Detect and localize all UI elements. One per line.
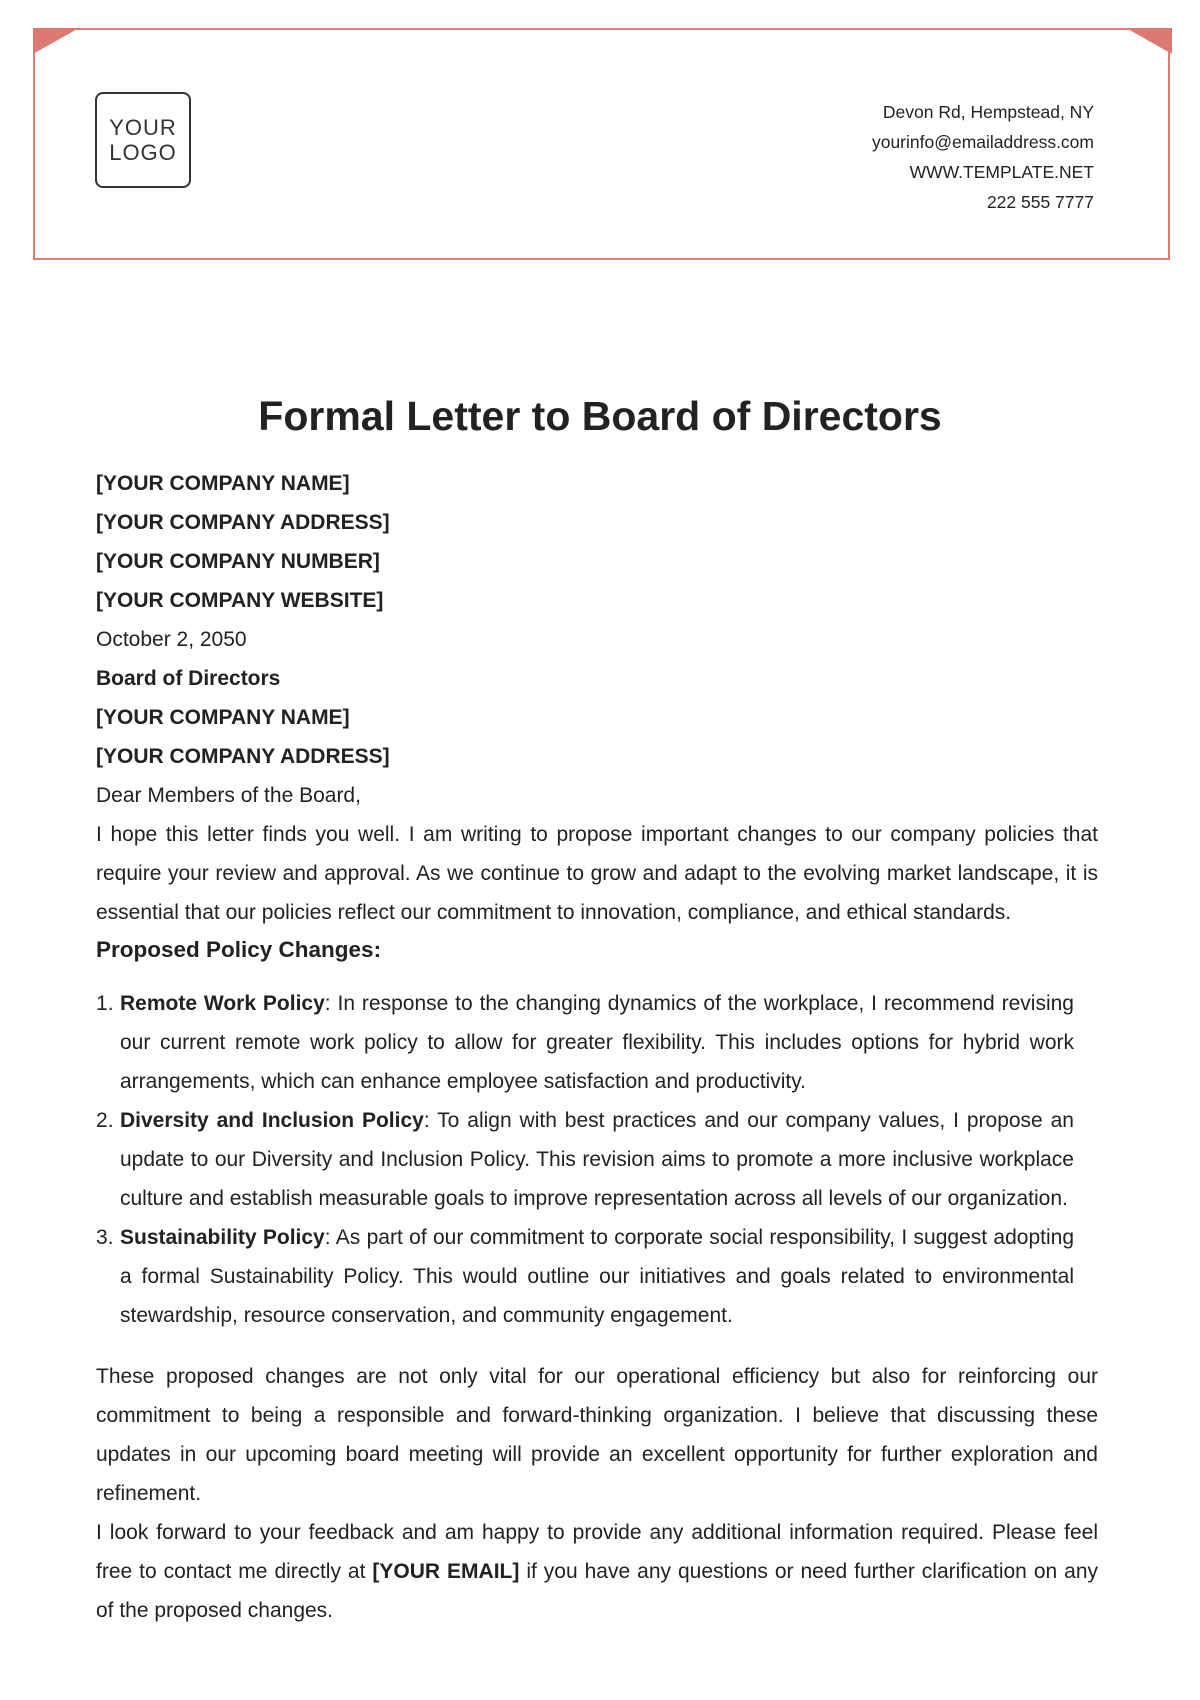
recipient-company-address: [YOUR COMPANY ADDRESS] bbox=[96, 745, 390, 768]
policy-text: : To align with best practices and our company values, I propose an update to our Diversity and Inclusion Policy. This revision aims to promote a more inclusive workplace culture and establish measurable goals to improve representation across all levels of our organization. bbox=[120, 1109, 1074, 1210]
policy-text: : In response to the changing dynamics of the workplace, I recommend revising our current remote work policy to allow for greater flexibility. This includes options for hybrid work arrangements, which can enhance employee satisfaction and productivity. bbox=[120, 992, 1074, 1093]
sender-company-number: [YOUR COMPANY NUMBER] bbox=[96, 550, 380, 573]
corner-accent-left bbox=[33, 28, 79, 54]
contact-block bbox=[872, 97, 1094, 217]
contact-email: yourinfo@emailaddress.com bbox=[871, 132, 1094, 152]
contact-address: Devon Rd, Hempstead, NY bbox=[882, 102, 1094, 122]
logo-line-2: LOGO bbox=[109, 140, 177, 165]
sender-company-website: [YOUR COMPANY WEBSITE] bbox=[96, 589, 384, 612]
letter-date: October 2, 2050 bbox=[96, 628, 247, 651]
intro-paragraph: I hope this letter finds you well. I am writing to propose important changes to our company policies that require your review and approval. As we continue to grow and adapt to the evolving market landscape, it is essential that our policies reflect our commitment to innovation, compliance, and ethical standards. bbox=[96, 823, 1098, 924]
letter-body bbox=[96, 464, 1098, 1630]
policy-list bbox=[96, 984, 1098, 1335]
recipient-title: Board of Directors bbox=[96, 667, 281, 690]
contact-email-placeholder: [YOUR EMAIL] bbox=[372, 1560, 520, 1583]
feedback-text-before: I look forward to your feedback and am happy to provide any additional information required. Please feel free to contact me directly at bbox=[96, 1521, 1098, 1583]
list-item bbox=[120, 984, 1074, 1101]
section-heading: Proposed Policy Changes: bbox=[96, 937, 382, 962]
sender-company-name: [YOUR COMPANY NAME] bbox=[96, 472, 350, 495]
feedback-paragraph bbox=[96, 1513, 1098, 1630]
policy-name: Sustainability Policy bbox=[120, 1226, 325, 1249]
list-item bbox=[120, 1101, 1074, 1218]
corner-accent-right bbox=[1126, 28, 1172, 54]
company-logo bbox=[95, 92, 191, 188]
feedback-text-after: if you have any questions or need further clarification on any of the proposed changes. bbox=[96, 1560, 1098, 1622]
contact-phone: 222 555 7777 bbox=[986, 192, 1094, 212]
salutation: Dear Members of the Board, bbox=[96, 784, 361, 807]
policy-text: : As part of our commitment to corporate social responsibility, I suggest adopting a formal Sustainability Policy. This would outline our initiatives and goals related to environmental stewardship, resource conservation, and community engagement. bbox=[120, 1226, 1074, 1327]
document-title: Formal Letter to Board of Directors bbox=[258, 393, 942, 439]
recipient-company-name: [YOUR COMPANY NAME] bbox=[96, 706, 350, 729]
closing-paragraph: These proposed changes are not only vital for our operational efficiency but also for reinforcing our commitment to being a responsible and forward-thinking organization. I believe that discussing these updates in our upcoming board meeting will provide an excellent opportunity for further exploration and refinement. bbox=[96, 1365, 1098, 1505]
list-item bbox=[120, 1218, 1074, 1335]
contact-website: WWW.TEMPLATE.NET bbox=[909, 162, 1094, 182]
logo-line-1: YOUR bbox=[109, 115, 177, 140]
policy-name: Diversity and Inclusion Policy bbox=[120, 1109, 424, 1132]
policy-name: Remote Work Policy bbox=[120, 992, 325, 1015]
sender-company-address: [YOUR COMPANY ADDRESS] bbox=[96, 511, 390, 534]
